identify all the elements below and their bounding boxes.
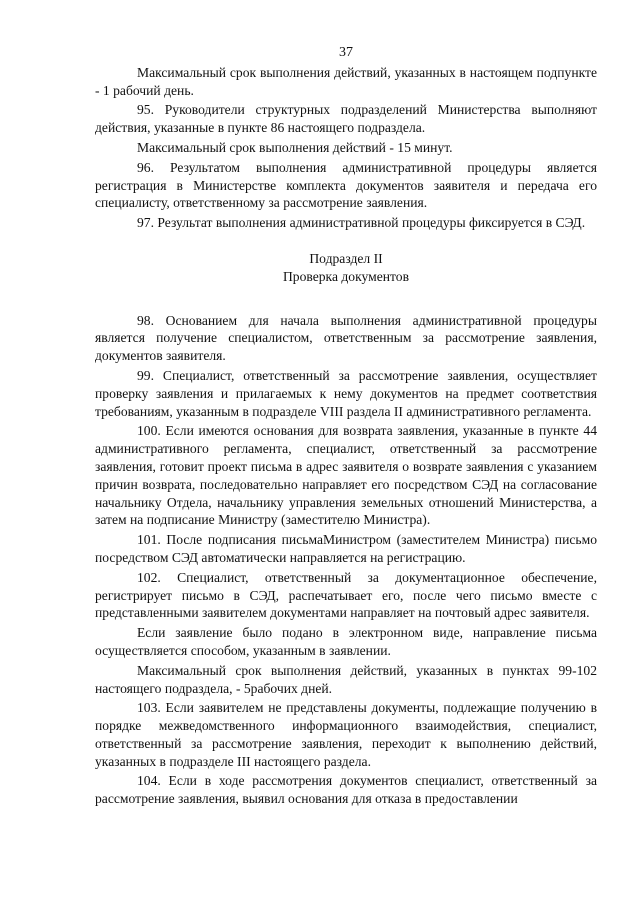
section-number: Подраздел II <box>309 250 383 266</box>
section-title: Проверка документов <box>282 268 410 284</box>
paragraph: 100. Если имеются основания для возврата заявления, указанные в пункте 44 административного регламента, специалист, ответственный за рассмотрение заявления, готовит проект письма в адрес заявителя о возврате заявления с указанием причин возврата, последовательно направляет его посредством СЭД на согласование начальнику Отдела, начальнику управления земельных отношений Министерства, а затем на подписание Министру (заместителю Министра). <box>95 423 597 528</box>
paragraphs-bottom <box>95 312 597 809</box>
paragraph: 97. Результат выполнения административной процедуры фиксируется в СЭД. <box>137 215 586 231</box>
paragraph: Если заявление было подано в электронном виде, направление письма осуществляется способом, указанным в заявлении. <box>95 625 597 658</box>
paragraph: 104. Если в ходе рассмотрения документов специалист, ответственный за рассмотрение заявления, выявил основания для отказа в предоставлении <box>95 773 597 807</box>
paragraph: Максимальный срок выполнения действий, указанных в настоящем подпункте - 1 рабочий день. <box>95 64 597 98</box>
paragraph: 102. Специалист, ответственный за документационное обеспечение, регистрирует письмо в СЭД, распечатывает его, после чего письмо вместе с представленными заявителем документами направляет на почтовый адрес заявителя. <box>95 569 597 621</box>
paragraph: 96. Результатом выполнения административной процедуры является регистрация в Министерстве комплекта документов заявителя и передача его специалисту, ответственному за рассмотрение заявления. <box>95 159 597 211</box>
paragraph: Максимальный срок выполнения действий, указанных в пунктах 99-102 настоящего подраздела, - 5рабочих дней. <box>95 662 597 696</box>
paragraph: 98. Основанием для начала выполнения административной процедуры является получение специалистом, ответственным за рассмотрение заявления, документов заявителя. <box>95 312 597 364</box>
paragraph: 99. Специалист, ответственный за рассмотрение заявления, осуществляет проверку заявления и прилагаемых к нему документов на предмет соответствия требованиям, указанным в подразделе VIII раздела II административного регламента. <box>95 367 597 419</box>
document-page <box>95 44 597 810</box>
paragraph: 101. После подписания письмаМинистром (заместителем Министра) письмо посредством СЭД автоматически направляется на регистрацию. <box>95 532 597 565</box>
paragraph: 103. Если заявителем не представлены документы, подлежащие получению в порядке межведомственного информационного взаимодействия, специалист, ответственный за рассмотрение заявления, переходит к выполнению действий, указанных в подразделе III настоящего раздела. <box>95 700 597 769</box>
paragraphs-top <box>95 64 597 232</box>
section-heading <box>95 250 597 286</box>
paragraph: 95. Руководители структурных подразделений Министерства выполняют действия, указанные в пункте 86 настоящего подраздела. <box>95 102 597 136</box>
page-number: 37 <box>339 45 353 60</box>
paragraph: Максимальный срок выполнения действий - 15 минут. <box>137 139 453 155</box>
